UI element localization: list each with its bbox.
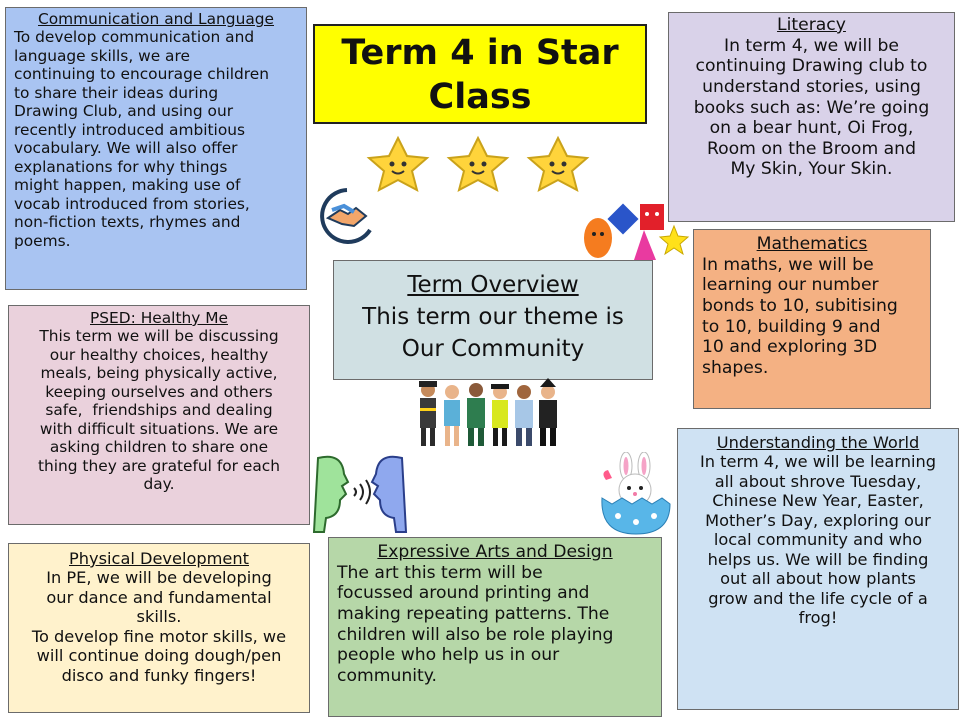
world-line: local community and who xyxy=(713,530,923,550)
title-line-1: Term 4 in Star xyxy=(341,33,619,73)
literacy-line: In term 4, we will be xyxy=(724,35,899,56)
physical-line: disco and funky fingers! xyxy=(61,665,257,685)
overview-line-1: This term our theme is xyxy=(362,304,624,331)
physical-line: our dance and fundamental xyxy=(46,587,272,607)
page-title xyxy=(313,24,647,124)
literacy-line: Room on the Broom and xyxy=(706,138,916,159)
expressive-arts-box xyxy=(328,537,662,717)
overview-heading: Term Overview xyxy=(407,272,579,298)
arts-line: community. xyxy=(337,665,437,686)
doctor-figure xyxy=(515,385,533,446)
yellow-star-shape xyxy=(660,226,688,254)
communication-language-box xyxy=(5,7,307,290)
world-line: all about shrove Tuesday, xyxy=(714,471,922,491)
paramedic-figure xyxy=(467,383,485,446)
star-icon xyxy=(529,138,587,190)
mathematics-box xyxy=(693,229,931,409)
psed-line: safe, friendships and dealing xyxy=(45,401,273,420)
world-heading: Understanding the World xyxy=(716,433,920,452)
psed-line: asking children to share one xyxy=(49,438,269,457)
psed-line: our healthy choices, healthy xyxy=(49,345,269,364)
communication-line: recently introduced ambitious xyxy=(14,120,246,139)
communication-line: vocabulary. We will also offer xyxy=(14,139,238,158)
arts-line: focussed around printing and xyxy=(337,583,590,604)
world-line: helps us. We will be finding xyxy=(707,549,929,569)
arts-line: children will also be role playing xyxy=(337,624,614,645)
literacy-box xyxy=(668,12,955,222)
maths-heading: Mathematics xyxy=(756,234,868,254)
communication-line: Drawing Club, and using our xyxy=(14,102,234,121)
psed-line: This term we will be discussing xyxy=(39,327,279,346)
world-line: In term 4, we will be learning xyxy=(700,452,936,472)
physical-line: In PE, we will be developing xyxy=(46,568,272,588)
maths-line: bonds to 10, subitising xyxy=(702,295,898,316)
psed-heading: PSED: Healthy Me xyxy=(90,309,228,327)
overview-line-2: Our Community xyxy=(401,336,585,363)
physical-line: skills. xyxy=(136,607,182,627)
community-helpers-image xyxy=(414,378,574,450)
physical-line: To develop fine motor skills, we xyxy=(31,626,287,646)
communication-line: might happen, making use of xyxy=(14,176,241,195)
policeman-figure xyxy=(539,378,557,446)
communication-line: continuing to encourage children xyxy=(14,65,269,84)
maths-line: to 10, building 9 and xyxy=(702,316,881,337)
communication-line: language skills, we are xyxy=(14,46,190,65)
literacy-line: on a bear hunt, Oi Frog, xyxy=(709,118,914,139)
communication-line: To develop communication and xyxy=(14,28,255,47)
communication-line: explanations for why things xyxy=(14,157,228,176)
term-overview xyxy=(333,260,653,380)
psed-line: keeping ourselves and others xyxy=(45,382,273,401)
stars-image xyxy=(360,134,600,194)
psed-line: meals, being physically active, xyxy=(40,364,278,383)
orange-oval-shape xyxy=(584,218,612,258)
arts-line: The art this term will be xyxy=(337,562,543,583)
arts-heading: Expressive Arts and Design xyxy=(377,542,613,562)
communication-line: to share their ideas during xyxy=(14,83,219,102)
physical-development-box xyxy=(8,543,310,713)
world-line: grow and the life cycle of a xyxy=(708,588,928,608)
arts-line: making repeating patterns. The xyxy=(337,603,610,624)
world-line: Mother’s Day, exploring our xyxy=(705,510,931,530)
easter-bunny-egg-icon xyxy=(598,452,674,536)
maths-line: In maths, we will be xyxy=(702,254,874,275)
maths-line: 10 and exploring 3D xyxy=(702,337,878,358)
communication-line: non-fiction texts, rhymes and xyxy=(14,213,241,232)
understanding-world-box xyxy=(677,428,959,710)
nurse-figure xyxy=(444,385,460,446)
literacy-line: continuing Drawing club to xyxy=(695,56,928,77)
physical-line: will continue doing dough/pen xyxy=(36,646,282,666)
pink-triangle-shape xyxy=(634,230,656,260)
psed-line: with difficult situations. We are xyxy=(39,419,279,438)
maths-line: shapes. xyxy=(702,357,769,378)
maths-line: learning our number xyxy=(702,275,879,296)
literacy-line: books such as: We’re going xyxy=(693,97,930,118)
psed-line: day. xyxy=(143,475,175,494)
police-officer-figure xyxy=(491,384,509,446)
handshake-icon xyxy=(314,188,380,244)
psed-box xyxy=(8,305,310,525)
talking-heads-icon xyxy=(312,452,408,534)
world-line: out all about how plants xyxy=(720,569,916,589)
firefighter-figure xyxy=(419,381,437,446)
blue-diamond-shape xyxy=(607,203,638,234)
title-line-2: Class xyxy=(428,76,532,117)
physical-heading: Physical Development xyxy=(69,549,249,568)
communication-line: poems. xyxy=(14,231,71,250)
psed-line: thing they are grateful for each xyxy=(37,456,281,475)
world-line: frog! xyxy=(798,607,838,627)
star-icon xyxy=(449,138,507,190)
literacy-line: My Skin, Your Skin. xyxy=(730,159,893,180)
literacy-line: understand stories, using xyxy=(702,76,921,97)
communication-line: vocab introduced from stories, xyxy=(14,194,250,213)
world-line: Chinese New Year, Easter, xyxy=(712,491,924,511)
communication-heading: Communication and Language xyxy=(38,10,274,28)
literacy-heading: Literacy xyxy=(777,15,846,35)
red-square-shape xyxy=(640,204,664,230)
star-icon xyxy=(369,138,427,190)
arts-line: people who help us in our xyxy=(337,645,560,666)
